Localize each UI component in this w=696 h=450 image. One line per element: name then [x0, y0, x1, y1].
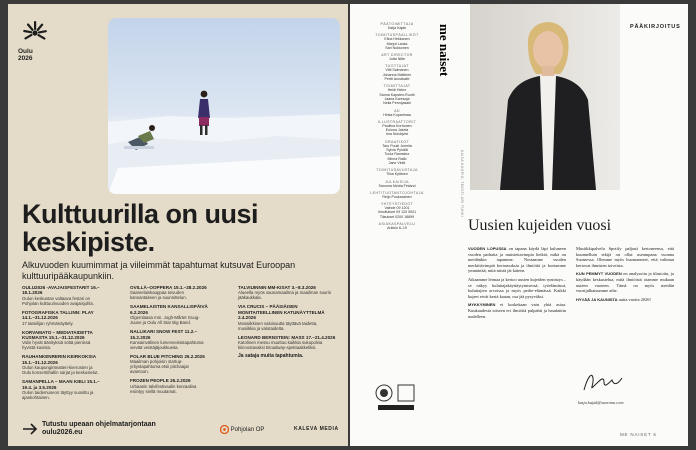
- staff-section: TUOTTAJAT Vitti Salmanen Johanna Mattinen Pertti Aunakalle: [382, 64, 412, 82]
- certification-badges-icon: [374, 382, 418, 412]
- events-column-2: [130, 285, 208, 398]
- event-item: SAAMELAISTEN KANSALLISPÄIVÄ 6.2.2026 Olgemlaasa mm. Jogh-Mårtet Guug-Juuse ja Oulu All Star Big Band.: [130, 304, 208, 326]
- photo-credit: KAISA KUOPIO, TEKSTI ARI TUHKI: [460, 150, 464, 218]
- event-item: OVILLÄ–OOPPERA 15.1.–28.2.2026 Saamelaiskauppaa toivuden kansantaiteen ja suunnittelun.: [130, 285, 207, 301]
- snow-scene-image: [108, 18, 340, 194]
- staff-section: PÄÄTOIMITTAJA Katja Kajak: [380, 22, 414, 30]
- editor-portrait: [470, 4, 620, 190]
- staff-section: AD Hinka Kuparimaa: [383, 108, 411, 117]
- paragraph: HYVÄÄ JA KAUNISTA uutta vuotta 2026!: [576, 296, 651, 302]
- paragraph: MYKKYMINEN ei koskekaan vain yhtä asiaa. Kuukaudesta toiseen eri ilmiöitä pulpahti ja haudattiin uudelleen.: [468, 302, 566, 319]
- ad-headline: Kulttuurilla on uusi keskipiste.: [22, 199, 258, 257]
- ad-footer: [22, 421, 342, 437]
- event-item: FROZEN PEOPLE 26.2.2026 Urbaanin talvifestivaalin kenraalina esiintyy siellä muutamat.: [130, 378, 197, 394]
- op-logo-icon: [220, 425, 229, 434]
- staff-section: TOIMITTAJAT Heidi Heino Sanna Kapsten-Ruutti Jaana Karesoja Nelia Pervojasaki: [379, 84, 415, 106]
- editor-email: katja.kajak@sanoma.com: [578, 400, 624, 405]
- event-item: LEONARD BERNSTEIN: MASS 17.–21.4.2026 Katolinen messu muuttuu kaikkia sukupolvia kiinnostavaksi Broadway-spektaakkeliksi.: [238, 334, 336, 351]
- advert-page: [8, 4, 348, 446]
- events-column-1: [22, 285, 100, 404]
- staff-section: ASIAKASPALVELU Arkisin 8–19: [378, 222, 416, 231]
- paragraph: Aikaamme leimaa ja kertoo uusien kujeiden rynnistys – se näkyy kuluttajakäyttäytymisessä, työelämässä, kuluttajien arvoissa ja myös perhe-elämässä. Kaikki kujeet eivät kestä kauan, osa jää pysyväksi.: [468, 276, 566, 299]
- sponsor-pohjolan-op: Pohjolan OP: [220, 425, 264, 434]
- staff-section: TOIMITUSPÄÄLLIKÖT Elina Hekkanen Marjut Lauka Sari Nokkonen: [375, 33, 419, 50]
- editorial-page: [350, 4, 688, 446]
- paragraph: KUN PEMMYT VUODEN on analysoitu ja tilastoitu, ja käydään keskustelua, mitä ilmiöistä otamme mukaan uuteen vuoteen. Tämä on myös meidän vuosijulkaisumme aihe.: [576, 271, 674, 294]
- staff-section: JULKAISIJA Sanoma Media Finland: [378, 179, 416, 188]
- event-item: NALLIKARI SNOW FEST 11.2.–15.2.2026 Kansainvälinen lumenveistotapahtuma vievää veistäjäjoukkueita.: [130, 329, 204, 351]
- staff-section: ILLUSTRAATTORIT Pauliina Korhonen Euluna Jokela Ima Nordqvist: [377, 119, 417, 137]
- signature-icon: [578, 368, 628, 396]
- more-events-text: Ja sataja muita tapahtumia.: [238, 353, 304, 360]
- event-item: VIA CRUCIS – PÄÄSIÄISEN MONITAITEELLINEN KATUNÄYTTELMÄ 2.4.2026 Mosaiikkinen valoisuutta täyttävä taidetta, musiikkia ja valotaidetta.: [238, 304, 325, 331]
- oulu2026-logo-icon: [20, 18, 50, 48]
- magazine-masthead: me naiset: [437, 24, 452, 77]
- staff-section: TOIMITUSAVUSTAJA Tiina Kytänen: [376, 168, 418, 177]
- editorial-title: Uusien kujeiden vuosi: [468, 217, 612, 234]
- editorial-column-2: [576, 246, 674, 305]
- staff-section: ART DIRECTOR Jutta Nitte: [381, 53, 413, 62]
- page-folio: ME NAISET 5: [620, 432, 657, 437]
- ad-subheadline: Alkuvuoden kuumimmat ja viileimmät tapahtumat kutsuvat Euroopan kulttuuripääkaupunkiin.: [22, 260, 296, 281]
- editor-photo-image: [470, 4, 620, 190]
- program-link[interactable]: Tutustu upeaan ohjelmatarjontaan oulu2026.eu: [42, 421, 156, 436]
- event-item: SAMANPELLA – MAAN KIELI 15.1.–19.4. ja 3.5.2026 Oulun taidemuseon täyttyy suosittu ja ajankohtainen.: [22, 379, 100, 401]
- staff-section: LEHTITUOTANTOJOHTAJA Reijo Puukarainen: [370, 190, 424, 199]
- paragraph: VUODEN LOPUSSA on tapana käydä läpi kuluneen vuoden parhaita ja muistettavimpia hetkiä, mikä on meidänkin tapamme. Nostamme vuoden merkittävimpiä kertomuksia ja ilmiöitä ja koetamme ymmärtää, mitä niistä jäi käteen.: [468, 246, 567, 274]
- event-item: POLAR BLUE PITCHING 26.2.2026 Maailman pohjoisin startup-yritystapahtuma etsii pitchaajat avantoon.: [130, 354, 205, 375]
- snow-photo: [108, 18, 340, 194]
- staff-section: YHTEYSTIEDOT Vaihde 09 1201 Ilmoitukset 09 120 5001 Tilaukset 0200 18899: [377, 202, 417, 219]
- sponsor-kaleva-media: KALEVA MEDIA: [294, 426, 339, 432]
- events-column-3: [238, 285, 336, 359]
- event-item: RAUHANKENRERIN KEIRKOKSIA 15.1.–31.12.2026 Oulun kaupunginteatteri-kierrosten ja Oulu konserttihallin sarjat ja keskustelut.: [22, 354, 99, 376]
- event-item: OULU2026 -AVAJAISFESTARIT 16.–18.1.2026 Oulun keskustan valtaava festari on Pohjolan kulttuurivuoden avajaisjuhla.: [22, 285, 100, 306]
- event-item: KORVAMATO – MEDIATAIDETTA KUSMASTA 15.1.–31.12.2026 Valin hyvät äänityksiä söitä pienissä hyvistä kuvista.: [22, 329, 93, 351]
- event-item: TALVIUINNIN MM-KISAT 3.–8.3.2026 Alueella myös saunamaailma ja maailman suurin jääkaukkala.: [238, 285, 332, 301]
- staff-section: GRAAFIKOT Taru Puuki Jormila Sylvia Pyhälä Tuula Ramsieur Minna Ratki Jane Vintti: [382, 139, 412, 165]
- logo-label: Oulu 2026: [18, 48, 33, 62]
- paragraph: Musiikkipalvelu Spotify paljasti kertoneensa, että kuunnelluin tekijä on ollut useampana vuonna Suomessa. Olemme myös huomanneet, että valinnat kertovat ihmisten toiveista.: [576, 246, 674, 268]
- event-item: FOTOGRAFISKA TALLINN: PLAY 14.1.–31.12.2026 17 taiteilijan ryhmänäyttely.: [22, 309, 94, 326]
- section-label: PÄÄKIRJOITUS: [630, 24, 681, 30]
- editorial-column-1: [468, 246, 566, 322]
- staff-credits: [366, 22, 428, 233]
- arrow-right-icon: [22, 423, 38, 435]
